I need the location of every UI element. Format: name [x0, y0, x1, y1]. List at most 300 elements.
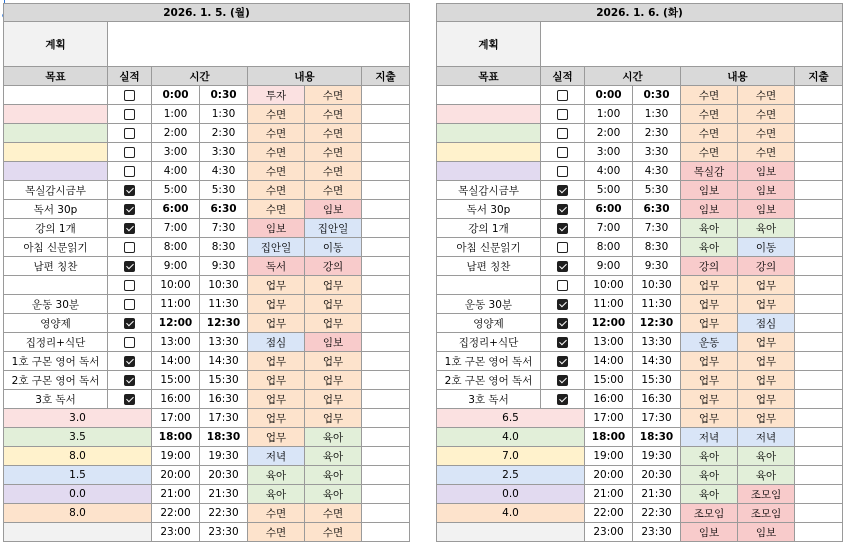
checkbox-unchecked[interactable]	[557, 242, 568, 253]
done-cell	[108, 124, 152, 143]
schedule-row	[4, 124, 410, 143]
checkbox-checked[interactable]	[557, 299, 568, 310]
time-start: 9:00	[152, 257, 200, 276]
activity-cell[interactable]: 업무	[738, 390, 795, 409]
summary-row	[4, 447, 410, 466]
activity-cell[interactable]: 이동	[738, 238, 795, 257]
goal-cell[interactable]	[437, 105, 541, 124]
activity-cell[interactable]: 저녁	[681, 428, 738, 447]
activity-cell[interactable]: 집안일	[305, 219, 362, 238]
activity-cell[interactable]: 수면	[248, 105, 305, 124]
goal-cell[interactable]: 독서 30p	[437, 200, 541, 219]
goal-cell[interactable]: 집정리+식단	[437, 333, 541, 352]
checkbox-unchecked[interactable]	[124, 337, 135, 348]
day-title[interactable]: 2026. 1. 6. (화)	[437, 4, 843, 22]
activity-cell[interactable]: 업무	[248, 352, 305, 371]
checkbox-checked[interactable]	[557, 318, 568, 329]
checkbox-checked[interactable]	[557, 394, 568, 405]
header-time: 시간	[152, 67, 248, 86]
time-half: 0:30	[200, 86, 248, 105]
goal-cell[interactable]: 3호 독서	[4, 390, 108, 409]
time-start: 23:00	[585, 523, 633, 542]
time-half: 19:30	[200, 447, 248, 466]
summary-row	[437, 523, 843, 542]
goal-cell[interactable]: 강의 1개	[437, 219, 541, 238]
activity-cell[interactable]: 업무	[738, 371, 795, 390]
activity-cell[interactable]: 수면	[738, 124, 795, 143]
time-start: 17:00	[585, 409, 633, 428]
category-total[interactable]: 3.0	[4, 409, 152, 428]
expense-cell[interactable]	[362, 485, 410, 504]
done-cell	[108, 105, 152, 124]
activity-cell[interactable]: 업무	[738, 409, 795, 428]
activity-cell[interactable]: 업무	[305, 409, 362, 428]
time-start: 7:00	[585, 219, 633, 238]
activity-cell[interactable]: 육아	[305, 466, 362, 485]
checkbox-checked[interactable]	[124, 185, 135, 196]
expense-cell[interactable]	[362, 200, 410, 219]
time-start: 15:00	[585, 371, 633, 390]
activity-cell[interactable]: 업무	[738, 333, 795, 352]
expense-cell[interactable]	[362, 390, 410, 409]
checkbox-checked[interactable]	[557, 261, 568, 272]
goal-cell[interactable]	[4, 105, 108, 124]
checkbox-unchecked[interactable]	[124, 109, 135, 120]
time-start: 1:00	[152, 105, 200, 124]
checkbox-unchecked[interactable]	[557, 109, 568, 120]
expense-cell[interactable]	[795, 390, 843, 409]
expense-cell[interactable]	[795, 105, 843, 124]
time-half: 4:30	[200, 162, 248, 181]
category-total[interactable]: 3.5	[4, 428, 152, 447]
activity-cell[interactable]: 육아	[738, 219, 795, 238]
expense-cell[interactable]	[795, 162, 843, 181]
expense-cell[interactable]	[795, 124, 843, 143]
activity-cell[interactable]: 임보	[248, 219, 305, 238]
expense-cell[interactable]	[362, 504, 410, 523]
header-expense: 지출	[362, 67, 410, 86]
activity-cell[interactable]: 수면	[681, 124, 738, 143]
schedule-row	[4, 295, 410, 314]
activity-cell[interactable]: 이동	[305, 238, 362, 257]
activity-cell[interactable]: 업무	[305, 276, 362, 295]
activity-cell[interactable]: 수면	[248, 523, 305, 542]
activity-cell[interactable]: 수면	[248, 200, 305, 219]
time-start: 22:00	[152, 504, 200, 523]
checkbox-checked[interactable]	[124, 394, 135, 405]
expense-cell[interactable]	[795, 181, 843, 200]
done-cell	[541, 333, 585, 352]
activity-cell[interactable]: 강의	[738, 257, 795, 276]
expense-cell[interactable]	[795, 257, 843, 276]
category-total[interactable]: 7.0	[437, 447, 585, 466]
activity-cell[interactable]: 업무	[305, 371, 362, 390]
goal-cell[interactable]	[4, 143, 108, 162]
time-half: 3:30	[200, 143, 248, 162]
goal-cell[interactable]: 2호 구몬 영어 독서	[437, 371, 541, 390]
header-time: 시간	[585, 67, 681, 86]
expense-cell[interactable]	[362, 276, 410, 295]
expense-cell[interactable]	[795, 295, 843, 314]
activity-cell[interactable]: 조모임	[738, 504, 795, 523]
expense-cell[interactable]	[795, 219, 843, 238]
activity-cell[interactable]: 강의	[305, 257, 362, 276]
goal-cell[interactable]: 아침 신문읽기	[4, 238, 108, 257]
schedule-row	[437, 314, 843, 333]
activity-cell[interactable]: 육아	[681, 485, 738, 504]
category-total[interactable]: 0.0	[4, 485, 152, 504]
goal-cell[interactable]	[4, 124, 108, 143]
activity-cell[interactable]: 점심	[738, 314, 795, 333]
activity-cell[interactable]: 업무	[681, 295, 738, 314]
checkbox-checked[interactable]	[557, 223, 568, 234]
activity-cell[interactable]: 수면	[248, 181, 305, 200]
expense-cell[interactable]	[795, 504, 843, 523]
activity-cell[interactable]: 육아	[681, 447, 738, 466]
time-half: 21:30	[633, 485, 681, 504]
schedule-row	[437, 352, 843, 371]
activity-cell[interactable]: 수면	[738, 86, 795, 105]
time-half: 22:30	[633, 504, 681, 523]
expense-cell[interactable]	[362, 314, 410, 333]
category-total[interactable]: 8.0	[4, 504, 152, 523]
expense-cell[interactable]	[795, 352, 843, 371]
expense-cell[interactable]	[362, 124, 410, 143]
time-half: 6:30	[633, 200, 681, 219]
activity-cell[interactable]: 임보	[681, 200, 738, 219]
activity-cell[interactable]: 수면	[738, 105, 795, 124]
expense-cell[interactable]	[362, 162, 410, 181]
expense-cell[interactable]	[795, 371, 843, 390]
goal-cell[interactable]: 영양제	[437, 314, 541, 333]
category-total[interactable]: 2.5	[437, 466, 585, 485]
done-cell	[541, 162, 585, 181]
checkbox-unchecked[interactable]	[124, 90, 135, 101]
activity-cell[interactable]: 업무	[681, 390, 738, 409]
goal-cell[interactable]	[437, 143, 541, 162]
plan-cell[interactable]	[108, 22, 410, 67]
time-half: 20:30	[633, 466, 681, 485]
activity-cell[interactable]: 업무	[681, 352, 738, 371]
activity-cell[interactable]: 업무	[681, 314, 738, 333]
time-start: 8:00	[585, 238, 633, 257]
activity-cell[interactable]: 수면	[248, 162, 305, 181]
time-half: 19:30	[633, 447, 681, 466]
activity-cell[interactable]: 수면	[305, 181, 362, 200]
expense-cell[interactable]	[362, 371, 410, 390]
schedule-row	[4, 105, 410, 124]
schedule-row	[437, 105, 843, 124]
activity-cell[interactable]: 임보	[305, 200, 362, 219]
expense-cell[interactable]	[795, 466, 843, 485]
checkbox-checked[interactable]	[124, 375, 135, 386]
time-half: 1:30	[633, 105, 681, 124]
goal-cell[interactable]: 목실감시금부	[437, 181, 541, 200]
activity-cell[interactable]: 육아	[681, 466, 738, 485]
activity-cell[interactable]: 업무	[248, 295, 305, 314]
goal-cell[interactable]	[4, 162, 108, 181]
activity-cell[interactable]: 육아	[738, 466, 795, 485]
activity-cell[interactable]: 저녁	[738, 428, 795, 447]
expense-cell[interactable]	[795, 333, 843, 352]
expense-cell[interactable]	[795, 314, 843, 333]
goal-cell[interactable]: 목실감시금부	[4, 181, 108, 200]
activity-cell[interactable]: 집안일	[248, 238, 305, 257]
done-cell	[541, 314, 585, 333]
done-cell	[108, 143, 152, 162]
activity-cell[interactable]: 육아	[681, 219, 738, 238]
expense-cell[interactable]	[795, 238, 843, 257]
activity-cell[interactable]: 육아	[248, 485, 305, 504]
done-cell	[541, 200, 585, 219]
activity-cell[interactable]: 임보	[738, 162, 795, 181]
checkbox-unchecked[interactable]	[124, 166, 135, 177]
checkbox-unchecked[interactable]	[124, 299, 135, 310]
activity-cell[interactable]: 수면	[681, 143, 738, 162]
activity-cell[interactable]: 수면	[305, 86, 362, 105]
checkbox-unchecked[interactable]	[124, 242, 135, 253]
time-start: 21:00	[585, 485, 633, 504]
activity-cell[interactable]: 수면	[248, 504, 305, 523]
expense-cell[interactable]	[362, 333, 410, 352]
expense-cell[interactable]	[362, 181, 410, 200]
category-total[interactable]	[437, 523, 585, 542]
checkbox-checked[interactable]	[557, 337, 568, 348]
time-start: 6:00	[585, 200, 633, 219]
checkbox-checked[interactable]	[557, 185, 568, 196]
expense-cell[interactable]	[362, 219, 410, 238]
checkbox-unchecked[interactable]	[557, 280, 568, 291]
activity-cell[interactable]: 수면	[305, 523, 362, 542]
goal-cell[interactable]: 2호 구몬 영어 독서	[4, 371, 108, 390]
goal-cell[interactable]	[437, 124, 541, 143]
category-total[interactable]: 4.0	[437, 428, 585, 447]
activity-cell[interactable]: 수면	[305, 162, 362, 181]
goal-cell[interactable]: 3호 독서	[437, 390, 541, 409]
checkbox-checked[interactable]	[124, 223, 135, 234]
plan-label: 계획	[437, 22, 541, 67]
time-start: 0:00	[585, 86, 633, 105]
activity-cell[interactable]: 수면	[305, 105, 362, 124]
activity-cell[interactable]: 업무	[681, 276, 738, 295]
header-done: 실적	[541, 67, 585, 86]
day-title[interactable]: 2026. 1. 5. (월)	[4, 4, 410, 22]
expense-cell[interactable]	[362, 143, 410, 162]
activity-cell[interactable]: 업무	[305, 352, 362, 371]
checkbox-checked[interactable]	[124, 318, 135, 329]
checkbox-unchecked[interactable]	[557, 90, 568, 101]
activity-cell[interactable]: 업무	[681, 409, 738, 428]
activity-cell[interactable]: 수면	[305, 504, 362, 523]
activity-cell[interactable]: 임보	[305, 333, 362, 352]
expense-cell[interactable]	[362, 257, 410, 276]
activity-cell[interactable]: 투자	[248, 86, 305, 105]
done-cell	[541, 276, 585, 295]
activity-cell[interactable]: 임보	[681, 523, 738, 542]
goal-cell[interactable]: 남편 칭찬	[4, 257, 108, 276]
activity-cell[interactable]: 육아	[305, 447, 362, 466]
expense-cell[interactable]	[362, 86, 410, 105]
expense-cell[interactable]	[795, 409, 843, 428]
activity-cell[interactable]: 업무	[305, 314, 362, 333]
time-start: 17:00	[152, 409, 200, 428]
checkbox-checked[interactable]	[124, 204, 135, 215]
category-total[interactable]	[4, 523, 152, 542]
activity-cell[interactable]: 업무	[305, 390, 362, 409]
expense-cell[interactable]	[362, 523, 410, 542]
checkbox-checked[interactable]	[124, 261, 135, 272]
activity-cell[interactable]: 강의	[681, 257, 738, 276]
checkbox-unchecked[interactable]	[124, 280, 135, 291]
activity-cell[interactable]: 업무	[248, 314, 305, 333]
activity-cell[interactable]: 업무	[248, 428, 305, 447]
activity-cell[interactable]: 수면	[305, 143, 362, 162]
time-half: 16:30	[633, 390, 681, 409]
activity-cell[interactable]: 수면	[681, 86, 738, 105]
activity-cell[interactable]: 육아	[681, 238, 738, 257]
checkbox-checked[interactable]	[557, 204, 568, 215]
expense-cell[interactable]	[362, 238, 410, 257]
activity-cell[interactable]: 독서	[248, 257, 305, 276]
schedule-row	[4, 200, 410, 219]
goal-cell[interactable]: 운동 30분	[4, 295, 108, 314]
checkbox-checked[interactable]	[124, 356, 135, 367]
activity-cell[interactable]: 업무	[248, 371, 305, 390]
goal-cell[interactable]: 강의 1개	[4, 219, 108, 238]
time-half: 9:30	[200, 257, 248, 276]
expense-cell[interactable]	[795, 200, 843, 219]
plan-cell[interactable]	[541, 22, 843, 67]
summary-row	[4, 504, 410, 523]
activity-cell[interactable]: 업무	[738, 276, 795, 295]
goal-cell[interactable]	[437, 276, 541, 295]
goal-cell[interactable]: 1호 구몬 영어 독서	[437, 352, 541, 371]
category-total[interactable]: 8.0	[4, 447, 152, 466]
category-total[interactable]: 0.0	[437, 485, 585, 504]
done-cell	[108, 352, 152, 371]
expense-cell[interactable]	[362, 295, 410, 314]
activity-cell[interactable]: 목실감	[681, 162, 738, 181]
schedule-row	[437, 200, 843, 219]
activity-cell[interactable]: 임보	[738, 200, 795, 219]
activity-cell[interactable]: 수면	[248, 124, 305, 143]
done-cell	[541, 295, 585, 314]
category-total[interactable]: 6.5	[437, 409, 585, 428]
time-half: 16:30	[200, 390, 248, 409]
time-half: 8:30	[633, 238, 681, 257]
checkbox-checked[interactable]	[557, 356, 568, 367]
activity-cell[interactable]: 저녁	[248, 447, 305, 466]
activity-cell[interactable]: 육아	[248, 466, 305, 485]
time-start: 14:00	[152, 352, 200, 371]
activity-cell[interactable]: 수면	[248, 143, 305, 162]
checkbox-unchecked[interactable]	[124, 128, 135, 139]
goal-cell[interactable]	[4, 86, 108, 105]
header-goal: 목표	[437, 67, 541, 86]
expense-cell[interactable]	[795, 276, 843, 295]
header-done: 실적	[108, 67, 152, 86]
expense-cell[interactable]	[795, 143, 843, 162]
time-start: 18:00	[585, 428, 633, 447]
expense-cell[interactable]	[795, 485, 843, 504]
activity-cell[interactable]: 업무	[305, 295, 362, 314]
time-half: 1:30	[200, 105, 248, 124]
schedule-row	[4, 314, 410, 333]
expense-cell[interactable]	[362, 352, 410, 371]
activity-cell[interactable]: 업무	[248, 390, 305, 409]
activity-cell[interactable]: 점심	[248, 333, 305, 352]
time-start: 1:00	[585, 105, 633, 124]
activity-cell[interactable]: 업무	[248, 276, 305, 295]
goal-cell[interactable]: 영양제	[4, 314, 108, 333]
activity-cell[interactable]: 임보	[738, 181, 795, 200]
activity-cell[interactable]: 육아	[305, 428, 362, 447]
checkbox-unchecked[interactable]	[124, 147, 135, 158]
time-start: 18:00	[152, 428, 200, 447]
goal-cell[interactable]: 독서 30p	[4, 200, 108, 219]
expense-cell[interactable]	[362, 447, 410, 466]
category-total[interactable]: 1.5	[4, 466, 152, 485]
time-half: 12:30	[633, 314, 681, 333]
activity-cell[interactable]: 업무	[248, 409, 305, 428]
activity-cell[interactable]: 육아	[305, 485, 362, 504]
activity-cell[interactable]: 업무	[738, 352, 795, 371]
checkbox-checked[interactable]	[557, 375, 568, 386]
expense-cell[interactable]	[795, 428, 843, 447]
schedule-row	[4, 143, 410, 162]
activity-cell[interactable]: 임보	[681, 181, 738, 200]
goal-cell[interactable]	[4, 276, 108, 295]
activity-cell[interactable]: 조모임	[681, 504, 738, 523]
expense-cell[interactable]	[362, 105, 410, 124]
goal-cell[interactable]	[437, 86, 541, 105]
goal-cell[interactable]: 남편 칭찬	[437, 257, 541, 276]
goal-cell[interactable]	[437, 162, 541, 181]
category-total[interactable]: 4.0	[437, 504, 585, 523]
activity-cell[interactable]: 수면	[681, 105, 738, 124]
done-cell	[541, 238, 585, 257]
goal-cell[interactable]: 1호 구몬 영어 독서	[4, 352, 108, 371]
checkbox-unchecked[interactable]	[557, 166, 568, 177]
goal-cell[interactable]: 운동 30분	[437, 295, 541, 314]
goal-cell[interactable]: 아침 신문읽기	[437, 238, 541, 257]
checkbox-unchecked[interactable]	[557, 147, 568, 158]
activity-cell[interactable]: 임보	[738, 523, 795, 542]
activity-cell[interactable]: 업무	[738, 295, 795, 314]
expense-cell[interactable]	[795, 523, 843, 542]
expense-cell[interactable]	[795, 447, 843, 466]
time-start: 13:00	[585, 333, 633, 352]
time-start: 22:00	[585, 504, 633, 523]
time-start: 11:00	[152, 295, 200, 314]
expense-cell[interactable]	[795, 86, 843, 105]
checkbox-unchecked[interactable]	[557, 128, 568, 139]
expense-cell[interactable]	[362, 466, 410, 485]
activity-cell[interactable]: 수면	[738, 143, 795, 162]
summary-row	[437, 466, 843, 485]
schedule-row	[4, 390, 410, 409]
activity-cell[interactable]: 업무	[681, 371, 738, 390]
expense-cell[interactable]	[362, 428, 410, 447]
expense-cell[interactable]	[362, 409, 410, 428]
activity-cell[interactable]: 운동	[681, 333, 738, 352]
activity-cell[interactable]: 조모임	[738, 485, 795, 504]
goal-cell[interactable]: 집정리+식단	[4, 333, 108, 352]
time-start: 19:00	[152, 447, 200, 466]
summary-row	[437, 504, 843, 523]
activity-cell[interactable]: 수면	[305, 124, 362, 143]
activity-cell[interactable]: 육아	[738, 447, 795, 466]
